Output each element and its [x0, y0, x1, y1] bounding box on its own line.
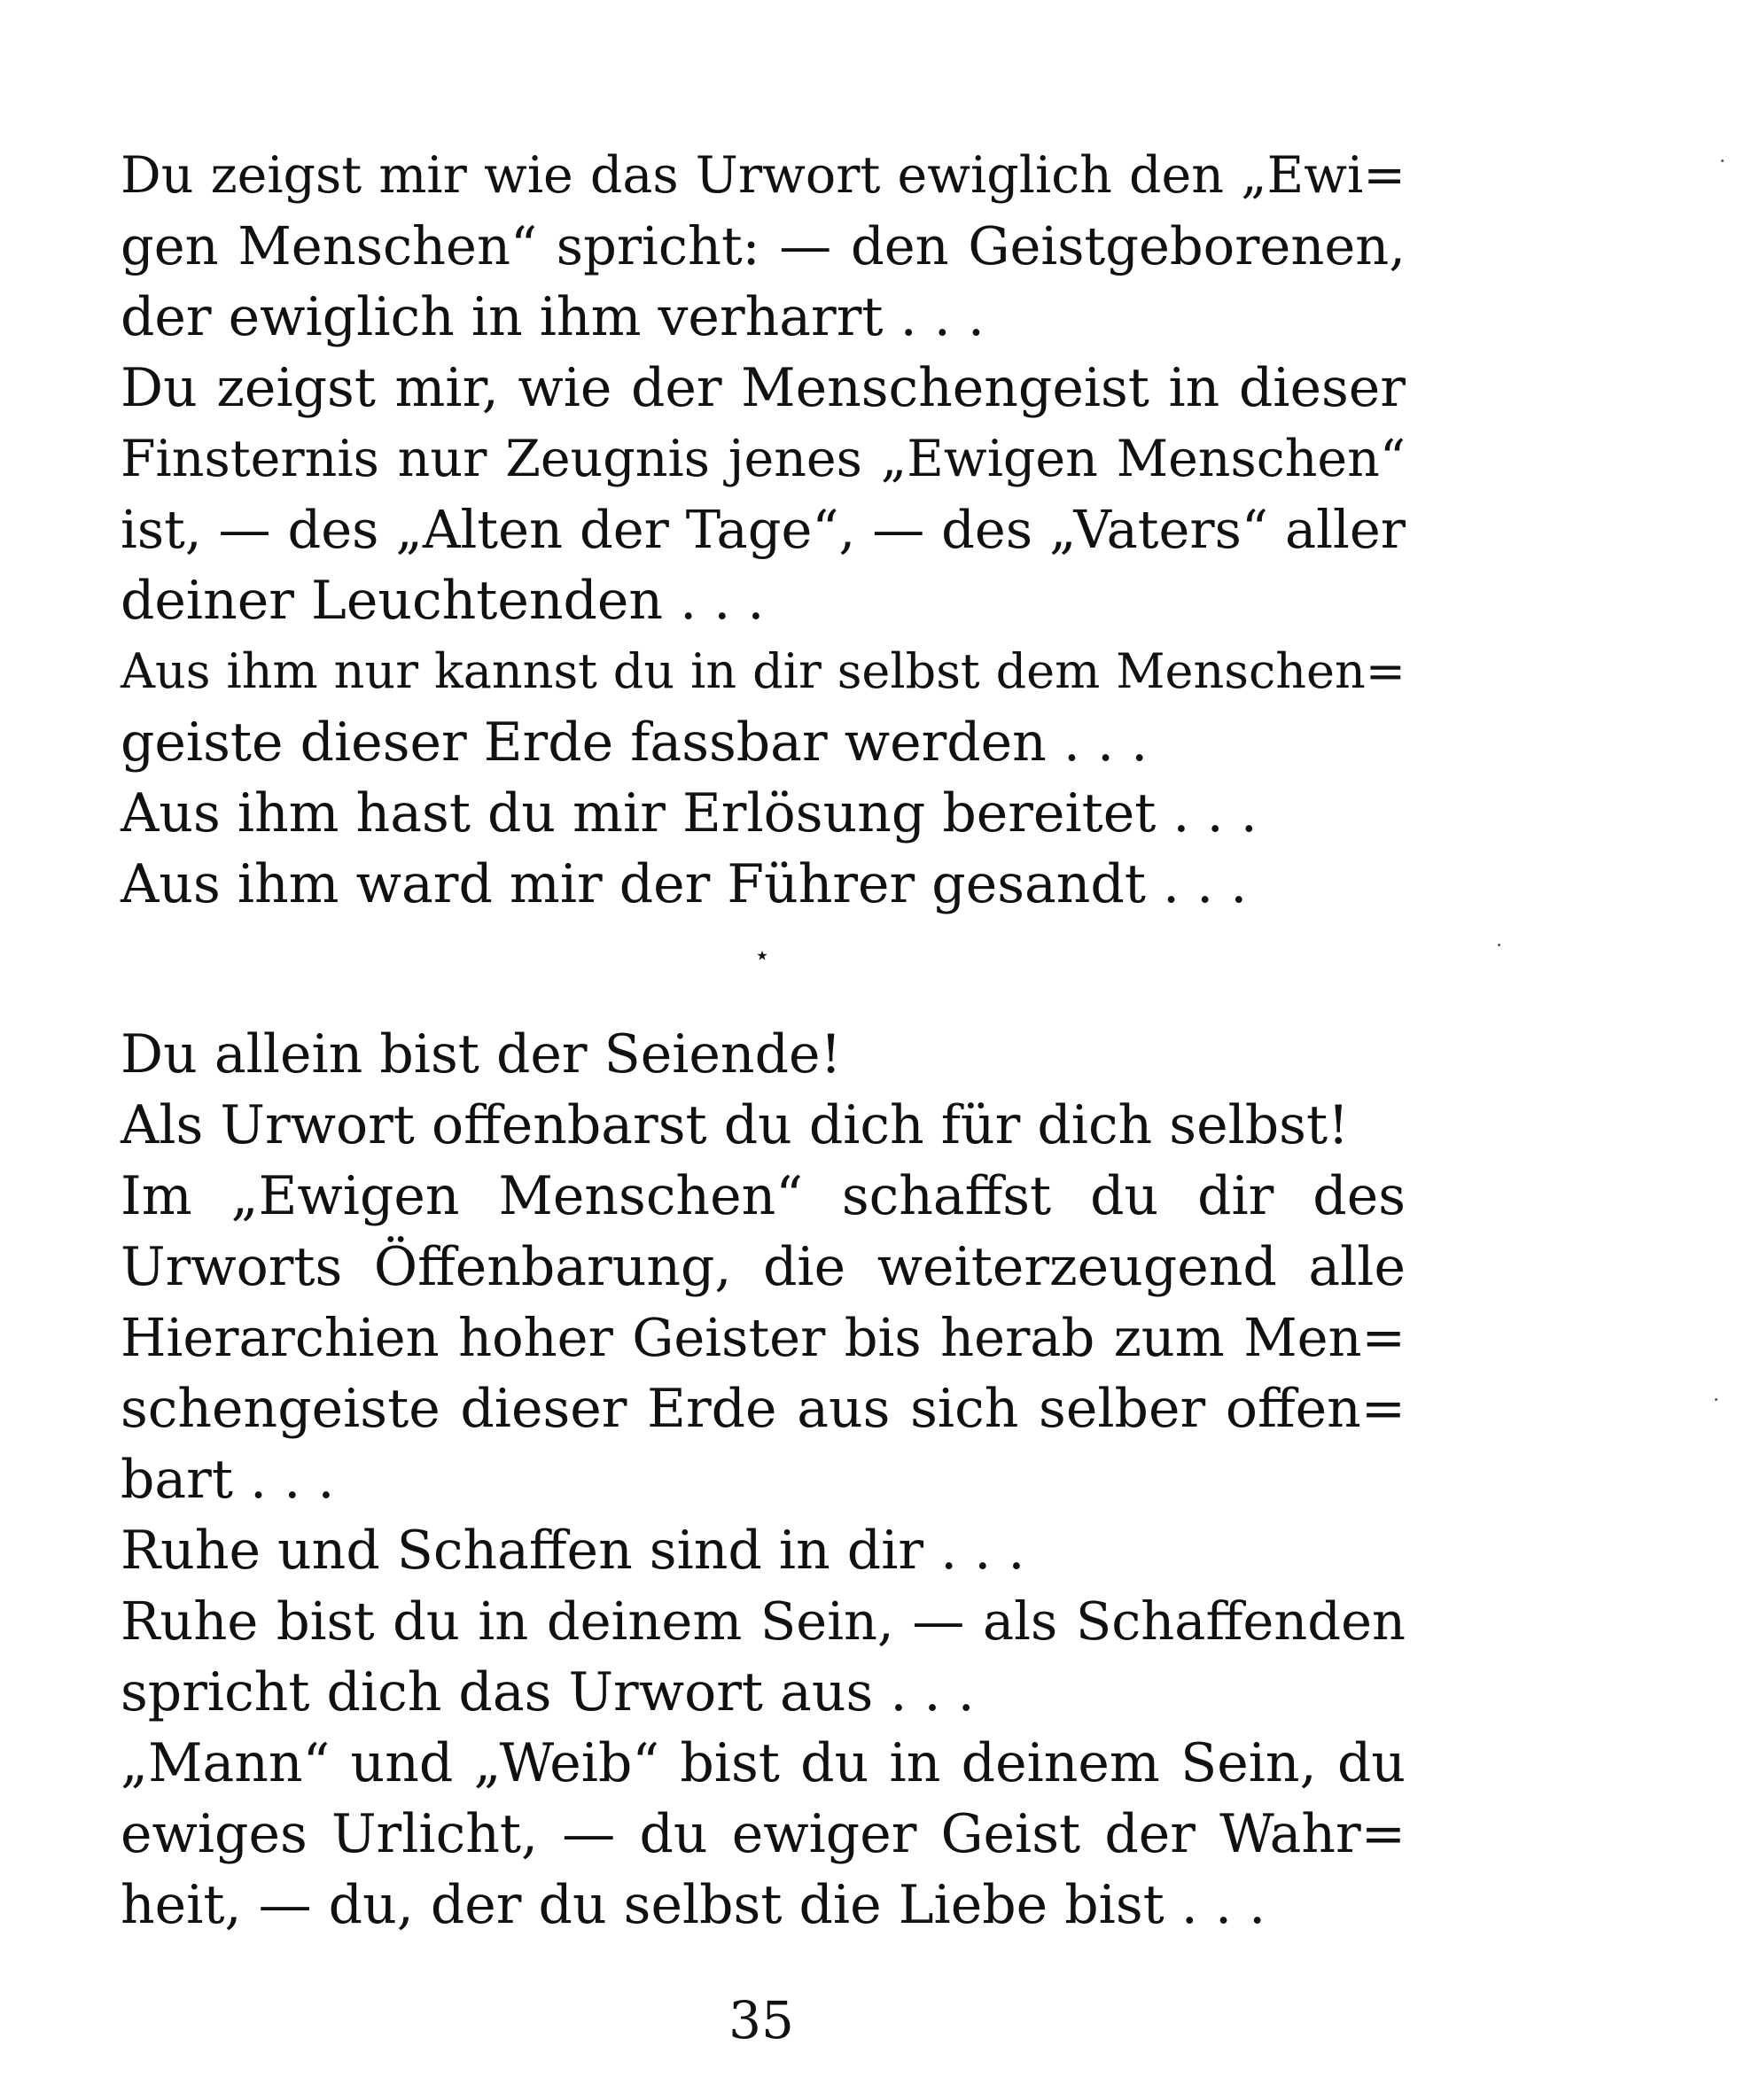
paragraph-block-1	[121, 140, 1406, 920]
text-line: spricht dich das Urwort aus . . .	[121, 1661, 975, 1723]
text-line: heit, — du, der du selbst die Liebe bist . . .	[121, 1874, 1266, 1936]
text-line: Aus ihm ward mir der Führer gesandt . . .	[121, 853, 1248, 915]
page-text	[121, 140, 1406, 1941]
text-line: „Mann“ und „Weib“ bist du in deinem Sein, du	[121, 1732, 1406, 1794]
text-line: Du zeigst mir wie das Urwort ewiglich den „Ewi=	[121, 146, 1406, 205]
paragraph-block-2	[121, 1019, 1406, 1941]
text-line: Im „Ewigen Menschen“ schaffst du dir des	[121, 1165, 1406, 1227]
text-line: Als Urwort offenbarst du dich für dich selbst!	[121, 1094, 1350, 1156]
text-line: deiner Leuchtenden . . .	[121, 570, 765, 632]
text-line: ewiges Urlicht, — du ewiger Geist der Wahr=	[121, 1803, 1406, 1865]
page-number: 35	[728, 1990, 794, 2050]
text-line: der ewiglich in ihm verharrt . . .	[121, 286, 985, 348]
scan-speck	[1498, 944, 1500, 946]
text-line: Ruhe und Schaffen sind in dir . . .	[121, 1520, 1025, 1582]
text-line: Aus ihm nur kannst du in dir selbst dem Menschen=	[121, 643, 1406, 699]
scan-speck	[1721, 159, 1724, 162]
text-line: geiste dieser Erde fassbar werden . . .	[121, 712, 1149, 774]
text-line: schengeiste dieser Erde aus sich selber offen=	[121, 1378, 1406, 1440]
text-line: ist, — des „Alten der Tage“, — des „Vaters“ aller	[121, 499, 1406, 560]
scan-speck	[1715, 1398, 1718, 1401]
section-separator-star: ⋆	[753, 940, 771, 971]
text-line: Du zeigst mir, wie der Menschengeist in dieser	[121, 357, 1406, 419]
text-line: gen Menschen“ spricht: — den Geistgeborenen,	[121, 215, 1406, 276]
text-line: Hierarchien hoher Geister bis herab zum Men=	[121, 1307, 1406, 1368]
text-line: bart . . .	[121, 1449, 335, 1511]
text-line: Du allein bist der Seiende!	[121, 1023, 842, 1085]
text-line: Finsternis nur Zeugnis jenes „Ewigen Menschen“	[121, 430, 1406, 488]
text-line: Urworts Öffenbarung, die weiterzeugend alle	[121, 1236, 1406, 1298]
text-line: Aus ihm hast du mir Erlösung bereitet . . .	[121, 782, 1258, 844]
text-line: Ruhe bist du in deinem Sein, — als Schaffenden	[121, 1591, 1406, 1652]
